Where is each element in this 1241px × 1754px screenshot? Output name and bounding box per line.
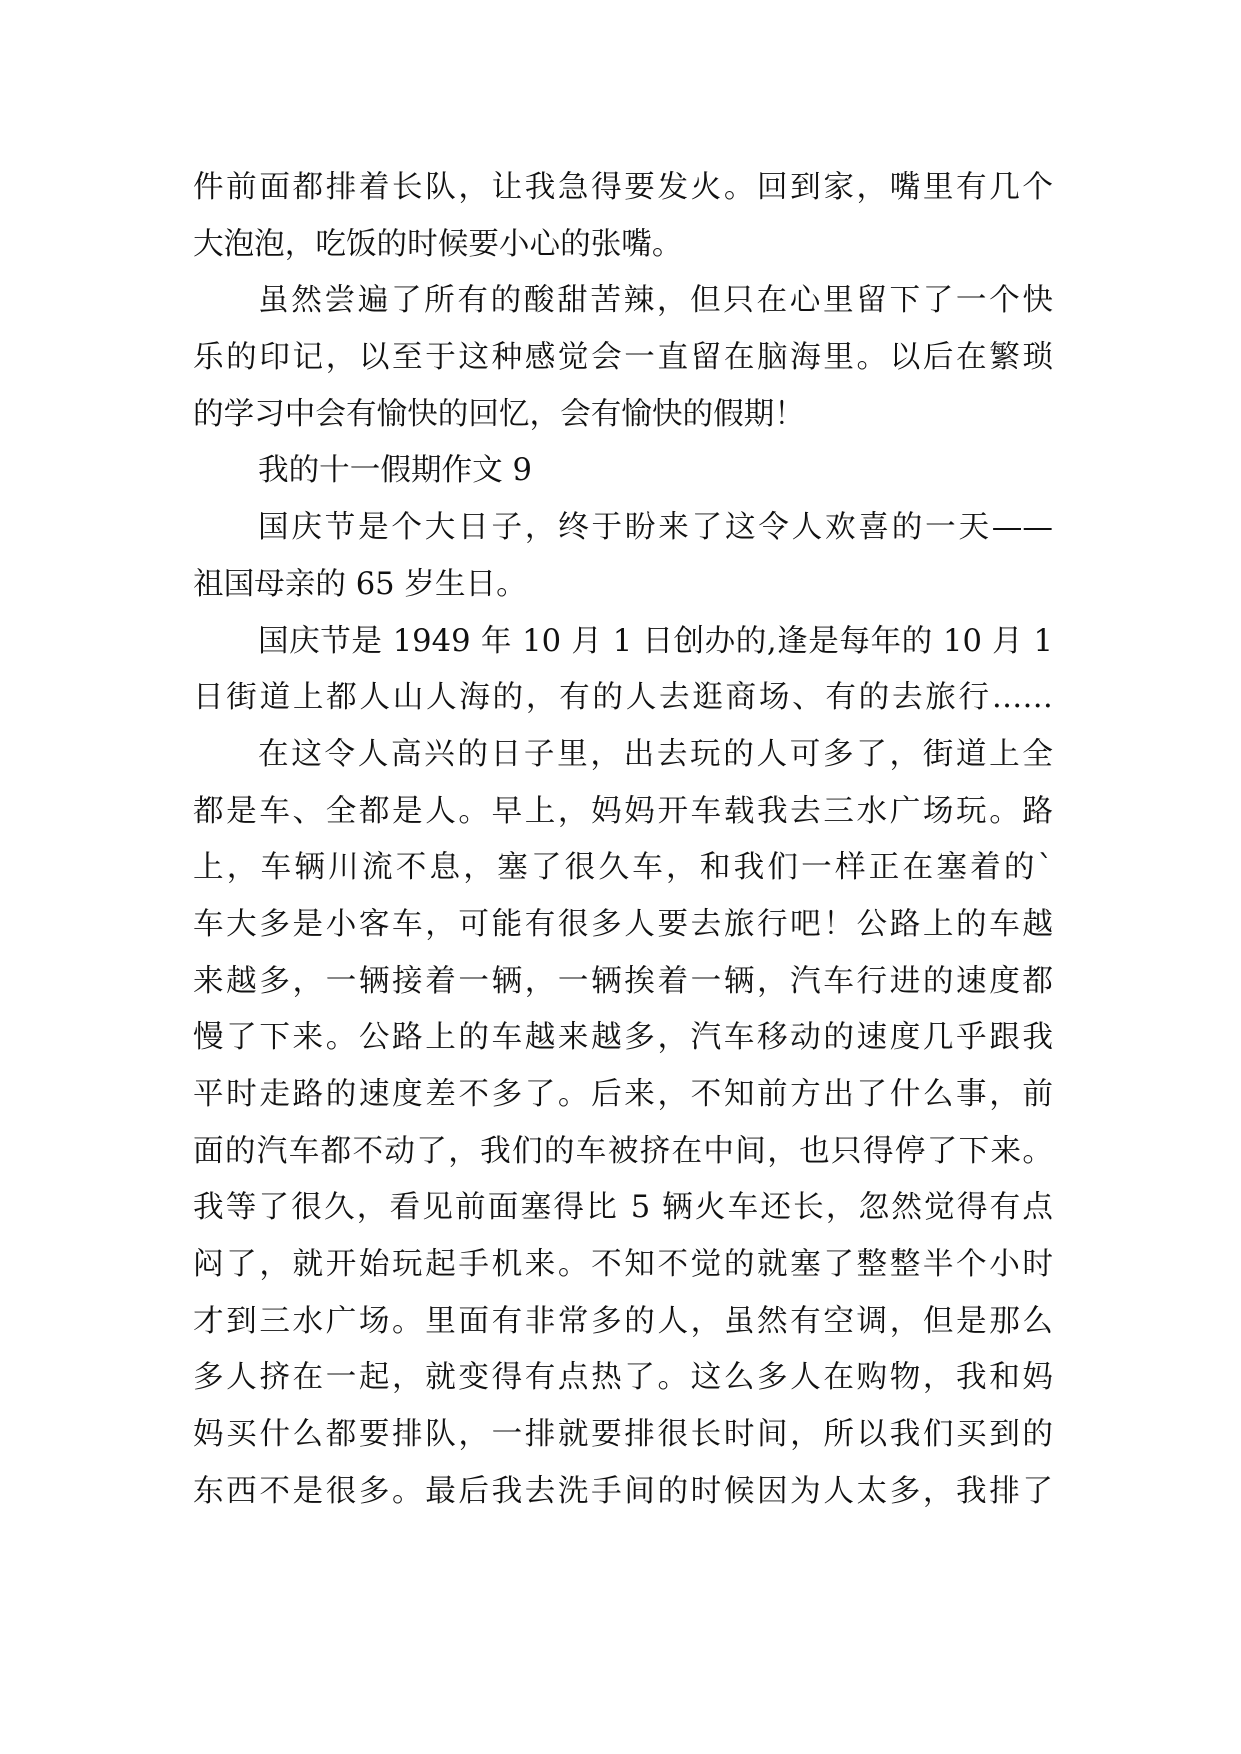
text-line: 平时走路的速度差不多了。后来，不知前方出了什么事，前 bbox=[193, 1077, 1053, 1112]
text-line: 日街道上都人山人海的，有的人去逛商场、有的去旅行…… bbox=[193, 680, 1053, 716]
text-line: 大泡泡，吃饭的时候要小心的张嘴。 bbox=[193, 226, 683, 262]
text-line: 多人挤在一起，就变得有点热了。这么多人在购物，我和妈 bbox=[193, 1360, 1053, 1396]
text-line: 虽然尝遍了所有的酸甜苦辣，但只在心里留下了一个快 bbox=[258, 283, 1053, 319]
text-line: 国庆节是 1949 年 10 月 1 日创办的,逢是每年的 10 月 1 bbox=[258, 623, 1053, 659]
text-line: 乐的印记，以至于这种感觉会一直留在脑海里。以后在繁琐 bbox=[193, 340, 1053, 376]
text-line: 慢了下来。公路上的车越来越多，汽车移动的速度几乎跟我 bbox=[193, 1020, 1053, 1056]
text-line: 才到三水广场。里面有非常多的人，虽然有空调，但是那么 bbox=[193, 1303, 1053, 1339]
text-line: 都是车、全都是人。早上，妈妈开车载我去三水广场玩。路 bbox=[193, 793, 1053, 829]
section-heading: 我的十一假期作文 9 bbox=[258, 453, 532, 489]
text-line: 妈买什么都要排队，一排就要排很长时间，所以我们买到的 bbox=[193, 1417, 1053, 1453]
text-line: 车大多是小客车，可能有很多人要去旅行吧！公路上的车越 bbox=[193, 906, 1053, 942]
document-body bbox=[193, 160, 1053, 1521]
text-line: 件前面都排着长队，让我急得要发火。回到家，嘴里有几个 bbox=[193, 170, 1053, 205]
text-line: 闷了，就开始玩起手机来。不知不觉的就塞了整整半个小时 bbox=[193, 1247, 1053, 1283]
text-line: 面的汽车都不动了，我们的车被挤在中间，也只得停了下来。 bbox=[193, 1133, 1053, 1169]
text-line: 国庆节是个大日子，终于盼来了这令人欢喜的一天—— bbox=[258, 510, 1053, 546]
text-line: 在这令人高兴的日子里，出去玩的人可多了，街道上全 bbox=[258, 736, 1053, 772]
text-line: 祖国母亲的 65 岁生日。 bbox=[193, 566, 527, 602]
text-line: 我等了很久，看见前面塞得比 5 辆火车还长，忽然觉得有点 bbox=[193, 1190, 1053, 1226]
text-line: 来越多，一辆接着一辆，一辆挨着一辆，汽车行进的速度都 bbox=[193, 963, 1053, 999]
text-line: 上，车辆川流不息，塞了很久车，和我们一样正在塞着的` bbox=[193, 850, 1053, 886]
text-line: 的学习中会有愉快的回忆，会有愉快的假期！ bbox=[193, 396, 805, 432]
text-line: 东西不是很多。最后我去洗手间的时候因为人太多，我排了 bbox=[193, 1473, 1053, 1509]
